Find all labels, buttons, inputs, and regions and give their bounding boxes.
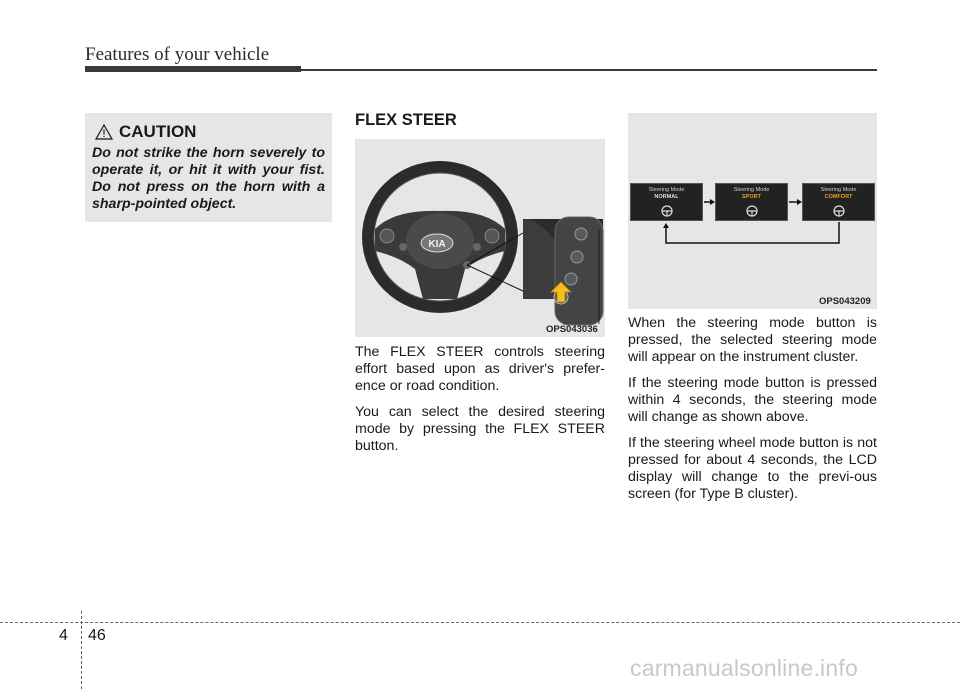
middle-text	[355, 344, 605, 464]
right-paragraph-1: When the steering mode button is pressed, the selected steering mode will appear on the instrument cluster.	[628, 315, 877, 365]
mode-panel-value: NORMAL	[654, 194, 679, 200]
mode-panel-title: Steering Mode	[648, 187, 685, 193]
wheel-logo: KIA	[428, 239, 446, 250]
right-paragraph-2: If the steering mode button is pressed within 4 seconds, the steering mode will change as shown above.	[628, 375, 877, 425]
figure-left-code: OPS043036	[546, 324, 598, 335]
header-title: Features of your vehicle	[85, 44, 270, 65]
steering-mode-figure	[628, 113, 877, 309]
caution-text: Do not strike the horn severely to operate it, or hit it with your fist. Do not press on the horn with a sharp-pointed object.	[92, 145, 325, 212]
figure-right-code: OPS043209	[819, 296, 871, 307]
mode-cycle-arrows	[628, 113, 877, 309]
mode-panel-value: COMFORT	[824, 194, 853, 200]
steering-wheel-figure	[355, 139, 605, 337]
footer-dashed-rule	[0, 622, 960, 623]
page-chapter: 4	[59, 627, 68, 644]
middle-paragraph-2: You can select the desired steering mode by pressing the FLEX STEER button.	[355, 404, 605, 454]
warning-triangle-icon	[95, 124, 113, 140]
middle-paragraph-1: The FLEX STEER controls steering effort based upon as driver's prefer-ence or road condition.	[355, 344, 605, 394]
header-rule	[301, 69, 877, 71]
caution-heading	[95, 121, 196, 143]
caution-box	[85, 113, 332, 222]
mode-panel-value: SPORT	[742, 194, 761, 200]
header-bar	[85, 66, 301, 72]
mode-panel-title: Steering Mode	[820, 187, 857, 193]
footer-divider	[81, 611, 82, 689]
section-heading: FLEX STEER	[355, 111, 457, 129]
page-number: 46	[88, 627, 106, 644]
watermark: carmanualsonline.info	[630, 655, 858, 681]
mode-panel-title: Steering Mode	[733, 187, 770, 193]
right-text	[628, 315, 877, 512]
steering-wheel-illustration	[355, 139, 605, 337]
right-paragraph-3: If the steering wheel mode button is not pressed for about 4 seconds, the LCD display will change to the previ-ous screen (for Type B cluster).	[628, 435, 877, 502]
caution-heading-text: CAUTION	[119, 122, 197, 141]
